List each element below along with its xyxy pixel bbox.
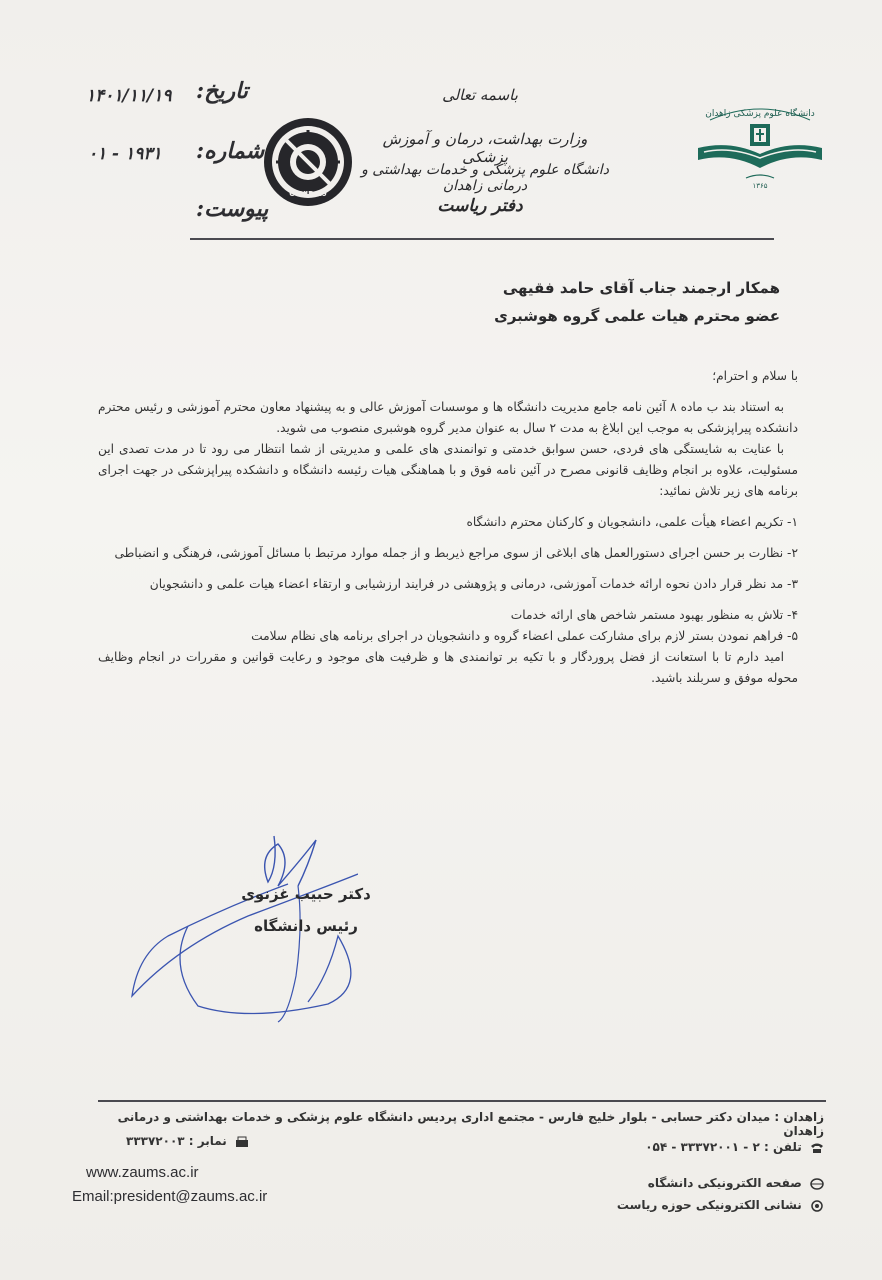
attachment-label: پیوست:: [196, 196, 269, 222]
signer-block: [226, 878, 386, 942]
footer-divider: [98, 1100, 826, 1102]
phone-icon: [810, 1142, 824, 1154]
footer-esite: [648, 1176, 824, 1190]
university-title: دانشگاه علوم پزشکی و خدمات بهداشتی و درمانی زاهدان: [361, 162, 609, 194]
number-label: شماره:: [196, 138, 265, 164]
logo-text: دانشگاه علوم پزشکی زاهدان: [705, 109, 815, 119]
list-item: ۱- تکریم اعضاء هیأت علمی، دانشجویان و کارکنان محترم دانشگاه: [466, 515, 798, 529]
paragraph-1: به استناد بند ب ماده ۸ آئین نامه جامع مدیریت دانشگاه ها و موسسات آموزش عالی و به پیشنهاد معاون محترم آموزشی و رئیس محترم دانشکده پیراپزشکی به موجب این ابلاغ به مدت ۲ سال به عنوان مدیر گروه هوشبری منصوب می شوید.: [98, 400, 798, 435]
header-divider: [190, 238, 774, 240]
ministry-title: وزارت بهداشت، درمان و آموزش پزشکی: [382, 130, 588, 166]
email-link[interactable]: Email:president@zaums.ac.ir: [72, 1188, 268, 1205]
seal-text: COVID-19: [289, 190, 327, 198]
bismillah-text: باسمه تعالی: [442, 86, 518, 104]
signer-name: دکتر حبیب غزنوی: [241, 885, 371, 903]
email-icon: [810, 1200, 824, 1212]
addressee-line-2: عضو محترم هیات علمی گروه هوشبری: [494, 307, 780, 325]
addressee-line-1: همکار ارجمند جناب آقای حامد فقیهی: [502, 279, 780, 297]
list-item: ۵- فراهم نمودن بستر لازم برای مشارکت عملی اعضاء گروه و دانشجویان در اجرای برنامه های نظام سلامت: [251, 629, 798, 643]
date-label: تاریخ:: [196, 78, 248, 104]
phone-value: ۲ - ۳۳۳۷۲۰۰۱ - ۰۵۴: [645, 1140, 760, 1154]
greeting: با سلام و احترام؛: [712, 369, 798, 383]
footer-email-office: [617, 1198, 824, 1212]
covid-seal-icon: [262, 116, 354, 208]
fax-value: ۳۳۳۷۲۰۰۳: [126, 1134, 185, 1148]
esite-label: صفحه الکترونیکی دانشگاه: [647, 1176, 802, 1190]
email-office-label: نشانی الکترونیکی حوزه ریاست: [616, 1198, 802, 1212]
fax-label: نمابر :: [188, 1134, 227, 1148]
list-item: ۲- نظارت بر حسن اجرای دستورالعمل های ابلاغی از سوی مراجع ذیربط و از جمله موارد مرتبط با مسائل آموزشی، فرهنگی و انضباطی: [114, 546, 798, 560]
fax-icon: [235, 1136, 249, 1148]
footer-phone: [645, 1140, 824, 1154]
footer-address: زاهدان : میدان دکتر حسابی - بلوار خلیج فارس - مجتمع اداری پردیس دانشگاه علوم پزشکی و خدمات بهداشتی و درمانی زاهدان: [117, 1110, 824, 1138]
svg-text:۱۳۶۵: ۱۳۶۵: [752, 182, 768, 190]
footer-fax: [126, 1134, 249, 1148]
closing-paragraph: امید دارم تا با استعانت از فضل پروردگار و با تکیه بر توانمندی ها و ظرفیت های موجود و رعایت قوانین و مقررات در انجام وظایف محوله موفق و سربلند باشید.: [98, 650, 798, 685]
number-value: ۰۱ - ۱۹۳۱: [88, 144, 162, 164]
phone-label: تلفن :: [763, 1140, 802, 1154]
signer-title: رئیس دانشگاه: [254, 917, 358, 935]
university-logo: [690, 98, 830, 198]
office-title: دفتر ریاست: [437, 196, 523, 216]
list-item: ۳- مد نظر قرار دادن نحوه ارائه خدمات آموزشی، درمانی و پژوهشی در فرایند ارزشیابی و ارتقاء اعضاء هیات علمی و دانشجویان: [149, 577, 798, 591]
list-item: ۴- تلاش به منظور بهبود مستمر شاخص های ارائه خدمات: [510, 608, 798, 622]
paragraph-2: با عنایت به شایستگی های فردی، حسن سوابق خدمتی و توانمندی های علمی و مدیریتی از شما انتظار می رود تا در مدت تصدی این مسئولیت، علاوه بر انجام وظایف قانونی مصرح در آئین نامه فوق و با هماهنگی هیات رئیسه دانشگاه و دانشکده پیراپزشکی در جهت اجرای برنامه های زیر تلاش نمائید:: [98, 442, 798, 498]
date-value: ۱۴۰۱/۱۱/۱۹: [86, 86, 172, 106]
letter-body: [98, 366, 798, 689]
website-link[interactable]: www.zaums.ac.ir: [86, 1164, 199, 1181]
addressee-block: [494, 274, 780, 330]
web-icon: [810, 1178, 824, 1190]
